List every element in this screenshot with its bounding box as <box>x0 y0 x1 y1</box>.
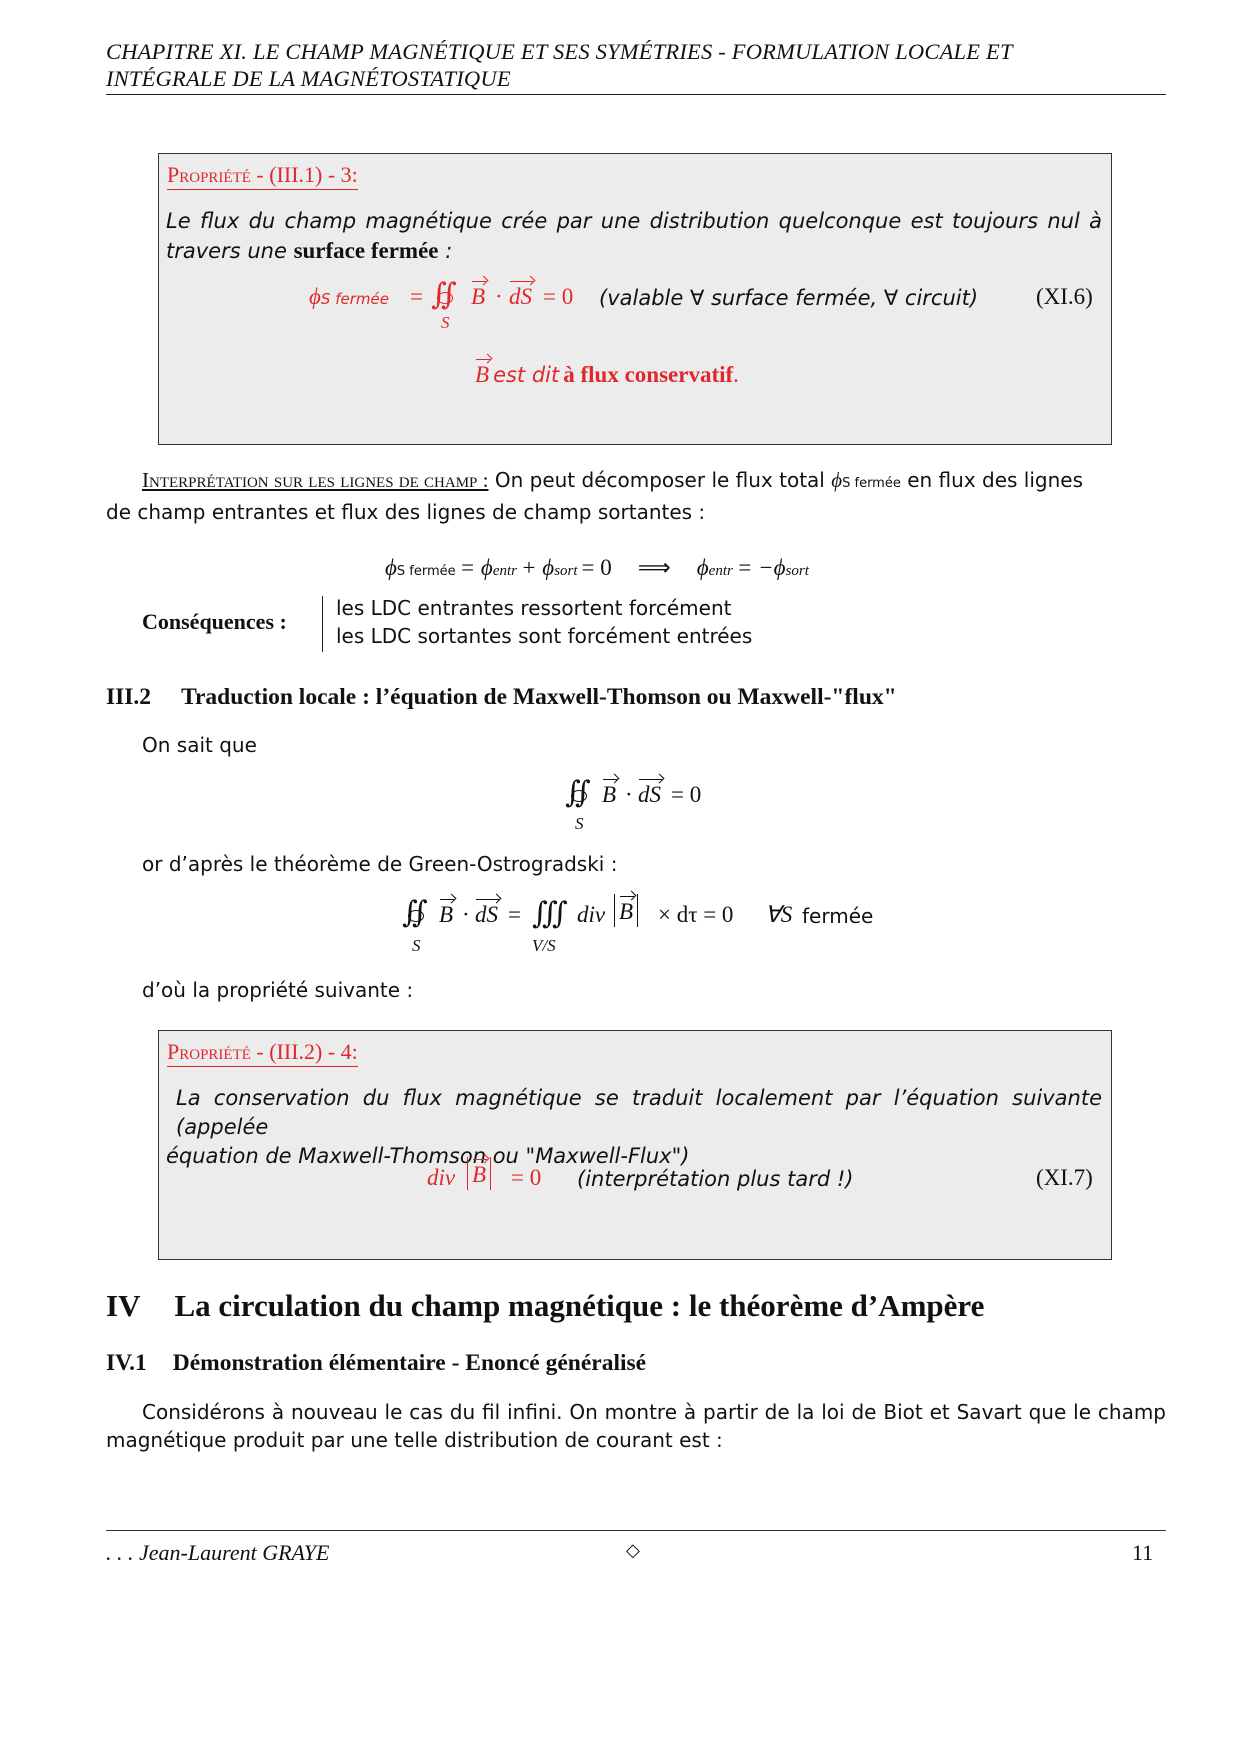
equation-comment: (valable ∀ surface fermée, ∀ circuit) <box>599 286 979 310</box>
closed-surface-integral-icon: ∬ <box>565 775 591 810</box>
triple-integral-icon: ∭ <box>532 896 568 931</box>
phi-inline: ϕ <box>831 468 843 492</box>
section-heading-iv <box>106 1288 984 1324</box>
box2-line-2: équation de Maxwell-Thomson ou "Maxwell-Flux") <box>166 1144 690 1168</box>
equals-sign: = <box>508 902 521 927</box>
footer-rule <box>106 1530 1166 1531</box>
flux-decomposition-equation <box>385 555 809 581</box>
eq-plus: + ϕ <box>521 555 555 580</box>
diamond-icon: ◇ <box>626 1540 640 1561</box>
conclusion-period: . <box>733 362 739 387</box>
interpretation-line-2: de champ entrantes et flux des lignes de champ sortantes : <box>106 500 706 524</box>
header-line-1: CHAPITRE XI. LE CHAMP MAGNÉTIQUE ET SES SYMÉTRIES - FORMULATION LOCALE ET <box>106 39 1013 64</box>
bracket-vector-b: B <box>614 894 638 927</box>
footer-author: . . . Jean-Laurent GRAYE <box>106 1540 330 1565</box>
header-line-2: INTÉGRALE DE LA MAGNÉTOSTATIQUE <box>106 66 511 91</box>
header-rule <box>106 94 1166 95</box>
iv1-line-2: magnétique produit par une telle distribution de courant est : <box>106 1428 723 1452</box>
consequences-block <box>142 594 842 654</box>
eq-rhs-sort: sort <box>785 563 809 579</box>
consequence-item-2: les LDC sortantes sont forcément entrées <box>336 624 753 648</box>
dou-propriete-text: d’où la propriété suivante : <box>142 978 414 1002</box>
integral-subscript: S <box>575 814 584 833</box>
eq-entr: entr <box>492 563 518 579</box>
closed-surface-integral-icon: ∬ <box>402 895 428 930</box>
eq-rhs-phi: ϕ <box>696 555 709 580</box>
running-header <box>106 38 1166 92</box>
integral-subscript: S <box>441 313 450 332</box>
interpretation-text-a: On peut décomposer le flux total <box>494 468 825 492</box>
dot-operator: · <box>495 284 503 309</box>
equation-number: (XI.7) <box>1036 1165 1093 1190</box>
integral-subscript-vs: V/S <box>532 936 556 955</box>
eq-rhs-entr: entr <box>708 563 733 579</box>
property-box-1 <box>158 153 1112 445</box>
vector-ds: dS <box>638 782 661 807</box>
interpretation-paragraph <box>106 466 1166 526</box>
property-box-2-text <box>166 1084 1102 1171</box>
iv1-line-1: Considérons à nouveau le cas du fil infini. On montre à partir de la loi de Biot et Savart que le champ <box>142 1400 1166 1424</box>
consequences-bar <box>322 596 323 652</box>
bracket-vector-b: B <box>467 1157 491 1190</box>
green-ostrogradski-equation <box>402 895 902 962</box>
interpretation-label: Interprétation sur les lignes de champ : <box>142 468 489 492</box>
box2-line-1: La conservation du flux magnétique se traduit localement par l’équation suivante (appelée <box>176 1086 1102 1139</box>
fermee-word: fermée <box>802 904 874 928</box>
conclusion-bold: à flux conservatif <box>563 362 734 387</box>
vector-b: B <box>471 284 486 309</box>
closed-surface-integral-icon: ∬ <box>431 277 457 312</box>
implies-arrow-icon: ⟹ <box>637 555 671 580</box>
property-box-1-text: Le flux du champ magnétique crée par une distribution quelconque est toujours nul à travers une surface fermée : <box>166 209 1102 263</box>
equation-xi6 <box>309 277 1099 332</box>
on-sait-que-text: On sait que <box>142 733 257 757</box>
eq-rhs-mid: = −ϕ <box>736 555 786 580</box>
equals-sign: = <box>410 284 423 309</box>
equals-zero: = 0 <box>671 782 702 807</box>
consequences-list <box>336 594 752 650</box>
section-number: III.2 <box>106 684 152 710</box>
vector-b: B <box>602 782 617 807</box>
eq-phi-sub: S fermée <box>396 564 456 579</box>
section-number: IV.1 <box>106 1350 147 1376</box>
section-heading-iii2 <box>106 684 897 711</box>
flux-conservative-statement <box>475 362 739 388</box>
phi-symbol: ϕS fermée <box>309 284 389 309</box>
equals-zero: = 0 <box>543 284 574 309</box>
property-box-1-title: Propriété - (III.1) - 3: <box>167 162 358 190</box>
equation-comment: (interprétation plus tard !) <box>577 1167 854 1191</box>
forall-s: ∀S <box>765 902 793 927</box>
div-operator: div <box>577 902 606 927</box>
eq-mid: = ϕ <box>459 555 493 580</box>
interpretation-text-b: en flux des lignes <box>907 468 1084 492</box>
equation-xi7 <box>427 1159 1107 1209</box>
property-box-2 <box>158 1030 1112 1260</box>
equation-number: (XI.6) <box>1036 284 1093 309</box>
green-ostrogradski-text: or d’après le théorème de Green-Ostrogradski : <box>142 852 618 876</box>
phi-inline-sub: S fermée <box>842 476 901 491</box>
div-operator: div <box>427 1165 456 1190</box>
eq-sort: sort <box>554 563 578 579</box>
eq-zero: = 0 <box>581 555 612 580</box>
vector-b: B <box>439 902 454 927</box>
vector-ds: dS <box>509 284 532 309</box>
section-title: Traduction locale : l’équation de Maxwell-Thomson ou Maxwell-"flux" <box>181 684 897 710</box>
eq-phi: ϕ <box>385 555 397 580</box>
times-dtau-zero: × dτ = 0 <box>658 902 734 927</box>
property-box-2-title: Propriété - (III.2) - 4: <box>167 1039 358 1067</box>
equals-zero: = 0 <box>511 1165 542 1190</box>
integral-subscript-s: S <box>412 936 421 955</box>
page-number: 11 <box>1132 1540 1154 1565</box>
iv1-paragraph <box>106 1398 1166 1454</box>
vector-ds: dS <box>475 902 498 927</box>
section-heading-iv1 <box>106 1350 646 1377</box>
section-title: La circulation du champ magnétique : le théorème d’Ampère <box>174 1288 985 1323</box>
flux-zero-equation <box>565 775 725 838</box>
section-title: Démonstration élémentaire - Enoncé généralisé <box>172 1350 647 1376</box>
consequence-item-1: les LDC entrantes ressortent forcément <box>336 596 732 620</box>
dot-operator: · <box>625 782 633 807</box>
dot-operator: · <box>462 902 470 927</box>
section-number: IV <box>106 1288 141 1323</box>
conclusion-italic: est dit <box>493 363 560 387</box>
vector-b-conclusion: B <box>475 362 490 387</box>
consequences-label: Conséquences : <box>142 609 287 634</box>
